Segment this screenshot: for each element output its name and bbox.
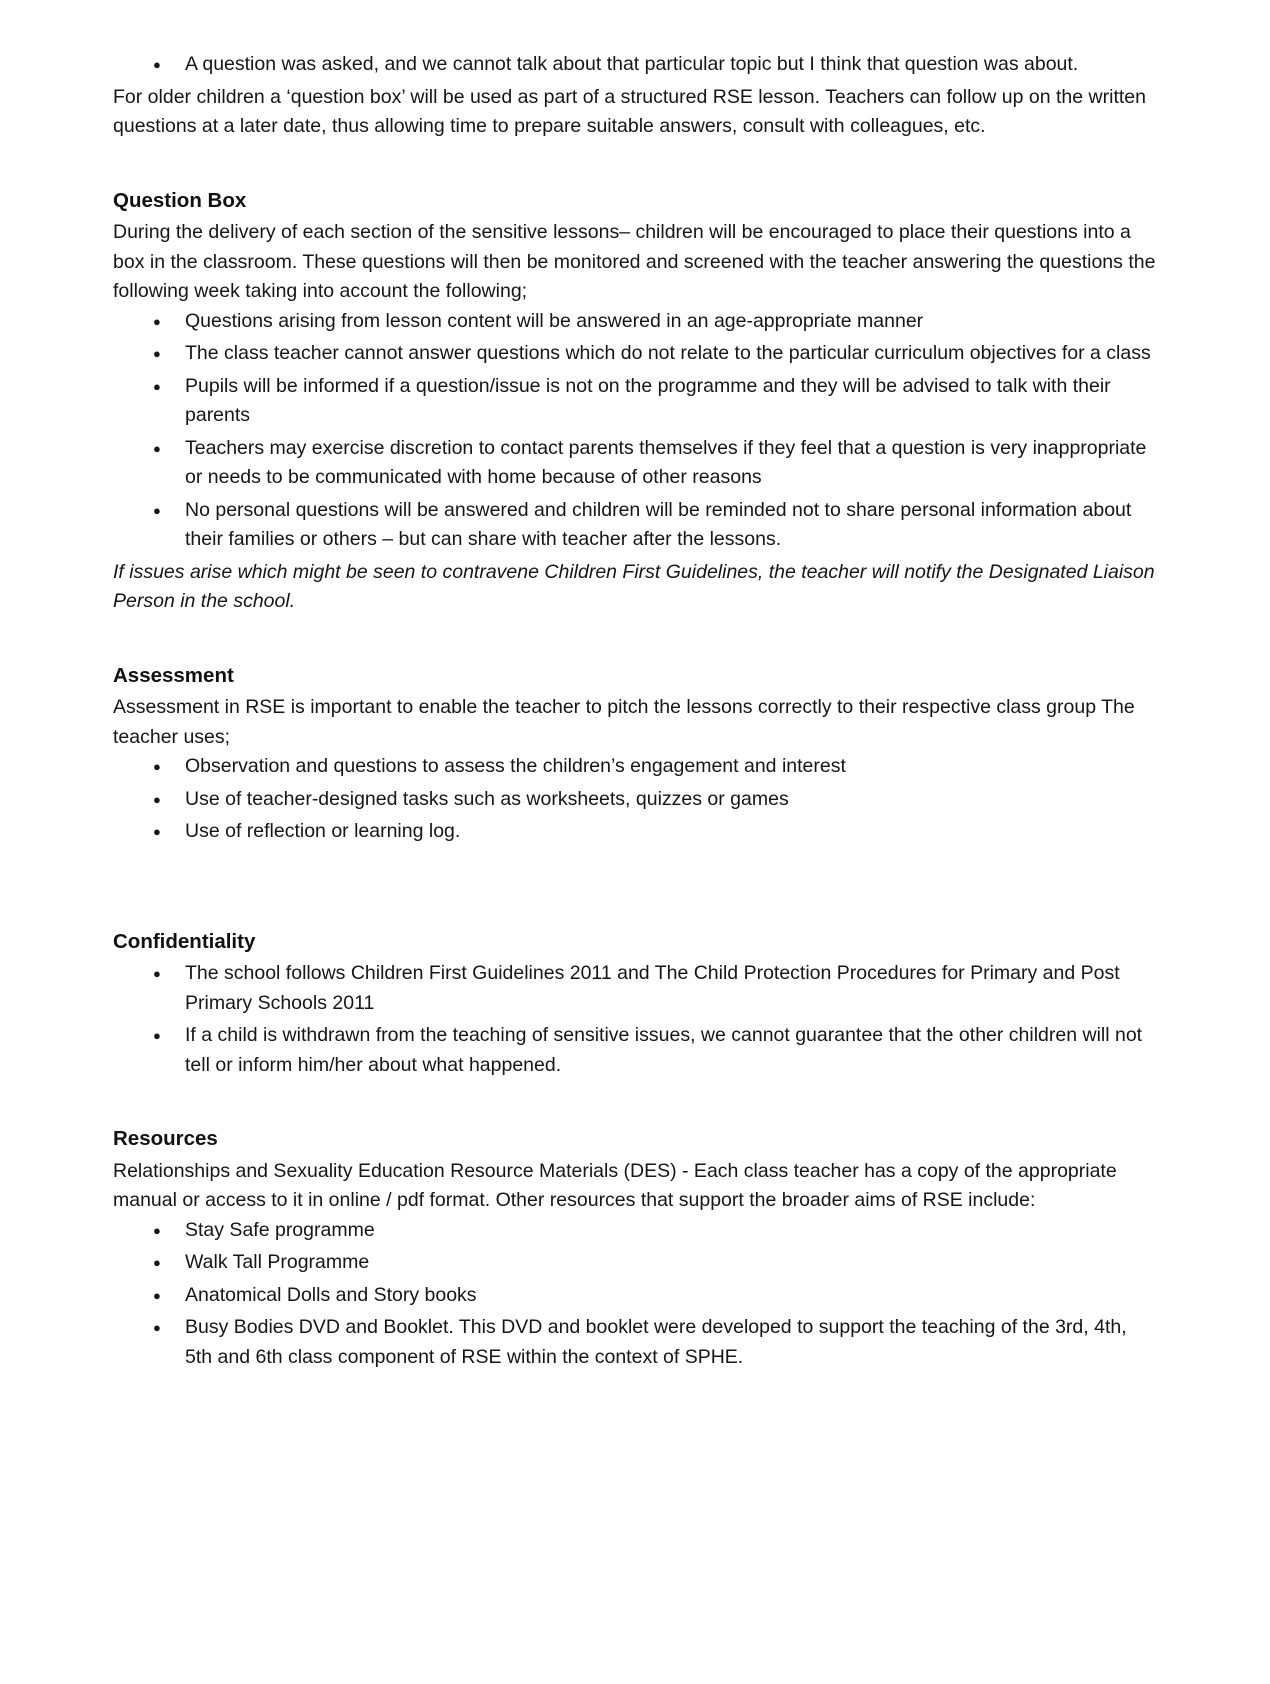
- section-title-assessment: Assessment: [113, 663, 234, 687]
- intro-bullet-list: [113, 50, 1158, 80]
- list-item: ● Anatomical Dolls and Story books: [113, 1281, 1158, 1311]
- assessment-bullet-list: [113, 752, 1158, 847]
- list-item: ● Busy Bodies DVD and Booklet. This DVD and booklet were developed to support the teaching of the 3rd, 4th, 5th and 6th class component of RSE within the context of SPHE.: [113, 1313, 1158, 1372]
- resources-bullet-list: [113, 1216, 1158, 1373]
- children-first-note: If issues arise which might be seen to contravene Children First Guidelines, the teacher will notify the Designated Liaison Person in the school.: [113, 560, 1155, 612]
- section-title-resources: Resources: [113, 1127, 218, 1150]
- list-item: ● Pupils will be informed if a question/issue is not on the programme and they will be advised to talk with their parents: [113, 372, 1158, 431]
- section-title-confidentiality: Confidentiality: [113, 929, 256, 953]
- list-item: ● The school follows Children First Guidelines 2011 and The Child Protection Procedures for Primary and Post Primary Schools 2011: [113, 959, 1158, 1018]
- question-box-paragraph: During the delivery of each section of the sensitive lessons– children will be encouraged to place their questions into a box in the classroom. These questions will then be monitored and screened with the teacher answering the questions the following week taking into account the following;: [113, 221, 1156, 302]
- list-item: ● Use of reflection or learning log.: [113, 817, 1158, 847]
- assessment-paragraph: Assessment in RSE is important to enable the teacher to pitch the lessons correctly to their respective class group The teacher uses;: [113, 696, 1135, 748]
- list-item: ● The class teacher cannot answer questions which do not relate to the particular curriculum objectives for a class: [113, 339, 1158, 369]
- list-item: ● Teachers may exercise discretion to contact parents themselves if they feel that a question is very inappropriate or needs to be communicated with home because of other reasons: [113, 434, 1158, 493]
- intro-paragraph: For older children a ‘question box’ will be used as part of a structured RSE lesson. Teachers can follow up on the written questions at a later date, thus allowing time to prepare suitable answers, consult with colleagues, etc.: [113, 85, 1146, 137]
- list-item: ● If a child is withdrawn from the teaching of sensitive issues, we cannot guarantee that the other children will not tell or inform him/her about what happened.: [113, 1021, 1158, 1080]
- list-item: ● Observation and questions to assess the children’s engagement and interest: [113, 752, 1158, 782]
- list-item: ● Use of teacher-designed tasks such as worksheets, quizzes or games: [113, 785, 1158, 815]
- list-item: ● Walk Tall Programme: [113, 1248, 1158, 1278]
- list-item: ● Stay Safe programme: [113, 1216, 1158, 1246]
- resources-paragraph: Relationships and Sexuality Education Resource Materials (DES) - Each class teacher has a copy of the appropriate manual or access to it in online / pdf format. Other resources that support the broader aims of RSE include:: [113, 1159, 1117, 1211]
- list-item: ● No personal questions will be answered and children will be reminded not to share personal information about their families or others – but can share with teacher after the lessons.: [113, 496, 1158, 555]
- section-title-question-box: Question Box: [113, 188, 247, 212]
- question-box-bullet-list: [113, 307, 1158, 555]
- list-item: ● A question was asked, and we cannot talk about that particular topic but I think that question was about.: [113, 50, 1158, 80]
- confidentiality-bullet-list: [113, 959, 1158, 1080]
- list-item: ● Questions arising from lesson content will be answered in an age-appropriate manner: [113, 307, 1158, 337]
